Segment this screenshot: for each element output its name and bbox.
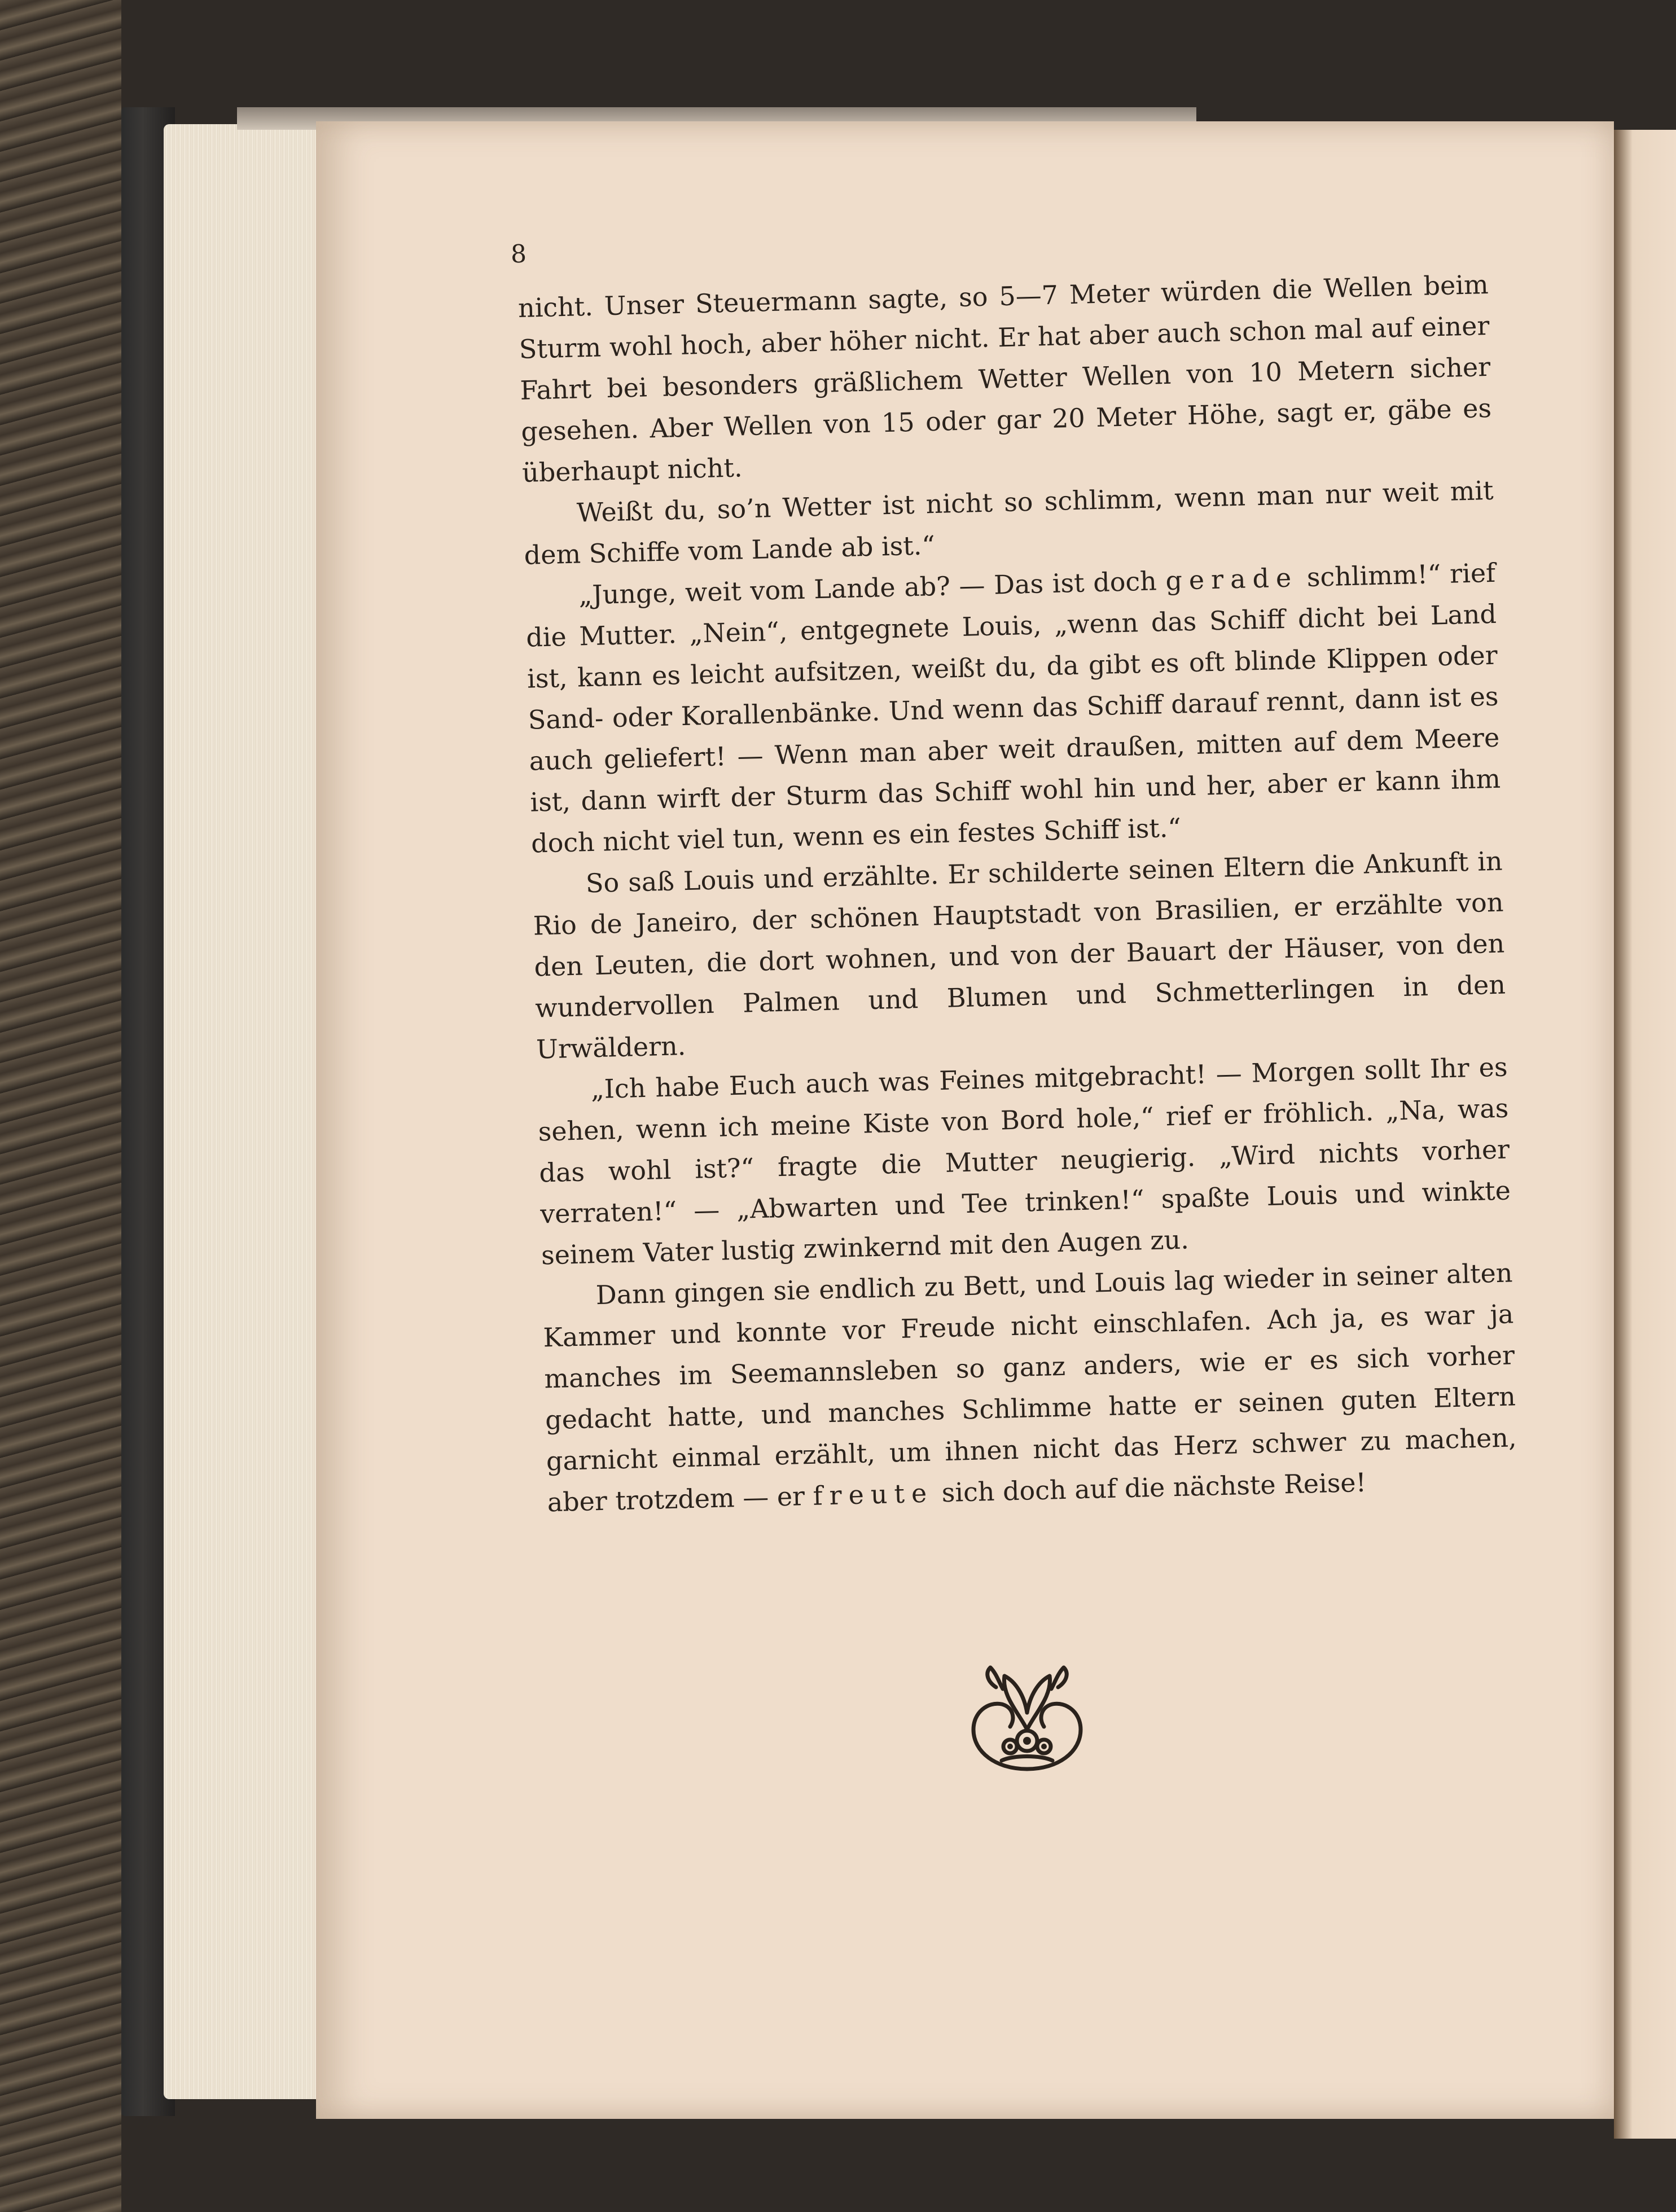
paragraph-1: nicht. Unser Steuermann sagte, so 5—7 Meter würden die Wellen beim Sturm wohl hoch, aber höher nicht. Er hat aber auch schon mal auf einer Fahrt bei besonders gräßlichem Wetter Wellen von 10 Metern sicher gesehen. Aber Wellen von 15 oder gar 20 Meter Höhe, sagt er, gäbe es überhaupt nicht. (517, 269, 1492, 488)
page-number: 8 (510, 239, 527, 269)
emphasis-text: gerade (1165, 562, 1298, 596)
facing-page-edge (1614, 130, 1676, 2139)
body-text (516, 213, 1518, 1523)
emphasis-text: freute (812, 1477, 934, 1511)
paragraph-4: So saß Louis und erzählte. Er schilderte seinen Eltern die Ankunft in Rio de Janeiro, der schönen Hauptstadt von Brasilien, er erzählte von den Leuten, die dort wohnen, und von der Bauart der Häuser, von den wundervollen Palmen und Blumen und Schmetterlingen in den Urwäldern. (533, 845, 1506, 1065)
marbled-cover (0, 0, 121, 2212)
floral-vignette-icon (962, 1662, 1092, 1780)
paragraph-3: „Junge, weit vom Lande ab? — Das ist doch gerade schlimm!“ rief die Mutter. „Nein“, entgegnete Louis, „wenn das Schiff dicht bei Land ist, kann es leicht aufsitzen, weißt du, da gibt es oft blinde Klippen oder Sand- oder Korallenbänke. Und wenn das Schiff darauf rennt, dann ist es auch geliefert! — Wenn man aber weit draußen, mitten auf dem Meere ist, dann wirft der Sturm das Schiff wohl hin und her, aber er kann ihm doch nicht viel tun, wenn es ein festes Schiff ist.“ (525, 557, 1501, 859)
page-edges (164, 124, 327, 2099)
paragraph-6: Dann gingen sie endlich zu Bett, und Louis lag wieder in seiner alten Kammer und konnte vor Freude nicht einschlafen. Ach ja, es war ja manches im Seemannsleben so ganz anders, wie er es sich vorher gedacht hatte, und manches Schlimme hatte er seinen guten Eltern garnicht einmal erzählt, um ihnen nicht das Herz schwer zu machen, aber trotzdem — er freute sich doch auf die nächste Reise! (543, 1257, 1517, 1518)
paragraph-2: Weißt du, so’n Wetter ist nicht so schlimm, wenn man nur weit mit dem Schiffe vom Lande ab ist.“ (524, 475, 1494, 570)
paragraph-5: „Ich habe Euch auch was Feines mitgebracht! — Morgen sollt Ihr es sehen, wenn ich meine Kiste von Bord hole,“ rief er fröhlich. „Na, was das wohl ist?“ fragte die Mutter neugierig. „Wird nichts vorher verraten!“ — „Abwarten und Tee trinken!“ spaßte Louis und winkte seinem Vater lustig zwinkernd mit den Augen zu. (538, 1051, 1511, 1271)
